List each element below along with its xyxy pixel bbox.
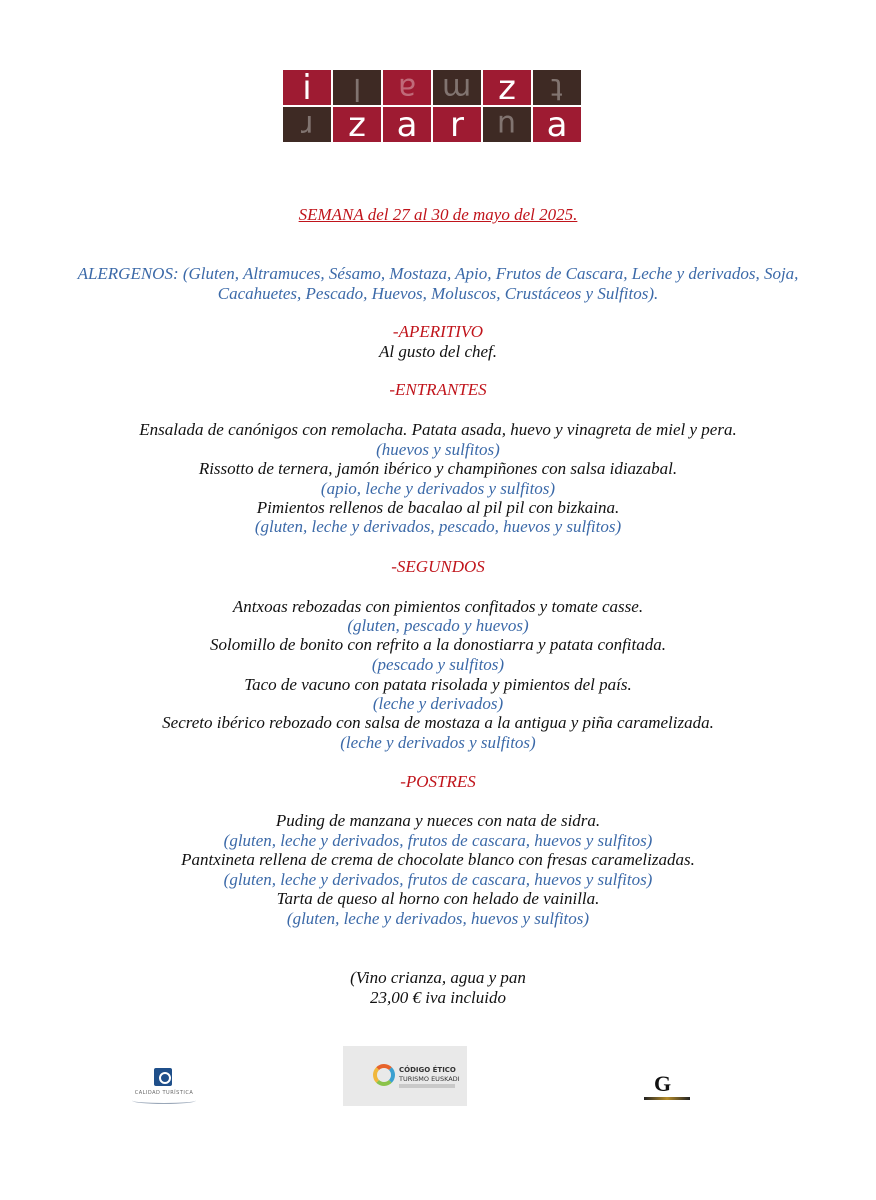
dish-allergens: (leche y derivados y sulfitos)	[340, 733, 536, 752]
ring-icon	[373, 1064, 395, 1086]
week-title: SEMANA del 27 al 30 de mayo del 2025.	[298, 205, 578, 224]
dish-line: Ensalada de canónigos con remolacha. Patata asada, huevo y vinagreta de miel y pera.	[139, 420, 737, 439]
logo-tile: m	[433, 70, 481, 105]
menu-includes: (Vino crianza, agua y pan	[350, 968, 526, 987]
logo-tile: a	[533, 107, 581, 142]
logo-tile: z	[483, 70, 531, 105]
allergens-line-2: Cacahuetes, Pescado, Huevos, Moluscos, Crustáceos y Sulfitos).	[217, 284, 659, 303]
logo-tile: a	[383, 107, 431, 142]
codigo-etico-badge	[343, 1046, 467, 1106]
entrantes-heading: -ENTRANTES	[389, 380, 487, 399]
dish-allergens: (gluten, leche y derivados, frutos de cascara, huevos y sulfitos)	[223, 831, 653, 850]
dish-line: Rissotto de ternera, jamón ibérico y champiñones con salsa idiazabal.	[198, 459, 678, 478]
allergens-line-1: ALERGENOS: (Gluten, Altramuces, Sésamo, Mostaza, Apio, Frutos de Cascara, Leche y derivados, Soja,	[77, 264, 799, 283]
g-letter-icon: G	[654, 1071, 672, 1096]
dish-line: Taco de vacuno con patata risolada y pimientos del país.	[244, 675, 632, 694]
dish-line: Pimientos rellenos de bacalao al pil pil con bizkaina.	[256, 498, 620, 517]
q-quality-icon	[154, 1068, 172, 1086]
dish-allergens: (gluten, leche y derivados, huevos y sulfitos)	[286, 909, 590, 928]
izarza-logo	[283, 70, 587, 144]
logo-tile: r	[283, 107, 331, 142]
dish-line: Secreto ibérico rebozado con salsa de mostaza a la antigua y piña caramelizada.	[162, 713, 714, 732]
postres-heading: -POSTRES	[400, 772, 476, 791]
g-guide-logo	[644, 1073, 690, 1103]
dish-allergens: (apio, leche y derivados y sulfitos)	[320, 479, 556, 498]
dish-allergens: (gluten, leche y derivados, pescado, huevos y sulfitos)	[254, 517, 622, 536]
dish-allergens: (pescado y sulfitos)	[371, 655, 505, 674]
dish-line: Antxoas rebozadas con pimientos confitados y tomate casse.	[232, 597, 644, 616]
logo-tile: a	[383, 70, 431, 105]
logo-tile: i	[283, 70, 331, 105]
menu-price: 23,00 € iva incluido	[370, 988, 506, 1007]
dish-line: Tarta de queso al horno con helado de vainilla.	[276, 889, 600, 908]
aperitivo-item: Al gusto del chef.	[378, 342, 498, 361]
dish-line: Solomillo de bonito con refrito a la donostiarra y patata confitada.	[210, 635, 666, 654]
dish-allergens: (gluten, leche y derivados, frutos de cascara, huevos y sulfitos)	[223, 870, 653, 889]
codigo-title: CÓDIGO ÉTICO	[399, 1066, 456, 1074]
codigo-subtitle: TURISMO EUSKADI	[399, 1075, 460, 1083]
dish-line: Puding de manzana y nueces con nata de sidra.	[275, 811, 601, 830]
segundos-heading: -SEGUNDOS	[391, 557, 485, 576]
logo-top-row	[283, 70, 581, 107]
logo-tile: u	[483, 107, 531, 142]
aperitivo-heading: -APERITIVO	[392, 322, 484, 341]
dish-line: Pantxineta rellena de crema de chocolate blanco con fresas caramelizadas.	[181, 850, 695, 869]
logo-tile: l	[333, 70, 381, 105]
logo-tile: t	[533, 70, 581, 105]
calidad-turistica-logo: CALIDAD TURÍSTICA	[128, 1068, 200, 1104]
dish-allergens: (huevos y sulfitos)	[376, 440, 500, 459]
dish-allergens: (gluten, pescado y huevos)	[347, 616, 529, 635]
logo-tile: r	[433, 107, 481, 142]
logo-tile: z	[333, 107, 381, 142]
dish-allergens: (leche y derivados)	[372, 694, 504, 713]
logo-bottom-row	[283, 107, 581, 144]
